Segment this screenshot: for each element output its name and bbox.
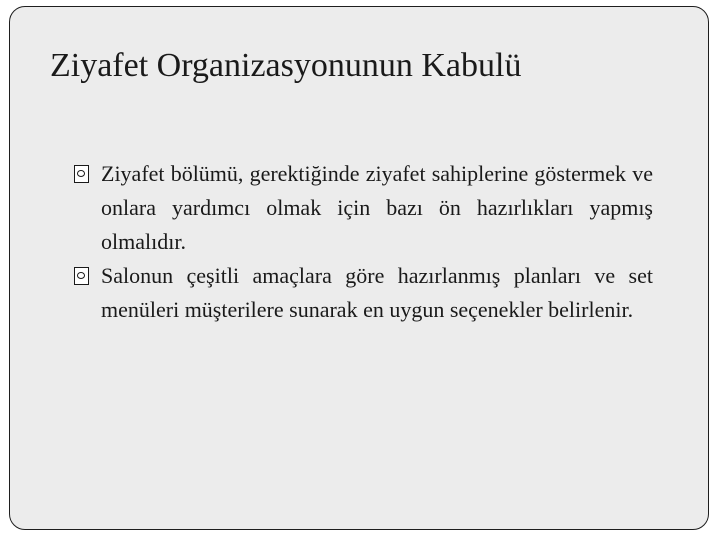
bullet-text: Salonun çeşitli amaçlara göre hazırlanmış planları ve set menüleri müşterilere sunarak en uygun seçenekler belirlenir. [101, 263, 653, 322]
slide [9, 6, 709, 530]
slide-title: Ziyafet Organizasyonunun Kabulü [50, 47, 522, 84]
bullet-item [83, 157, 653, 259]
missing-glyph-box-icon [74, 165, 89, 183]
bullet-text: Ziyafet bölümü, gerektiğinde ziyafet sahiplerine göstermek ve onlara yardımcı olmak için bazı ön hazırlıkları yapmış olmalıdır. [101, 161, 653, 254]
bullet-list [83, 157, 653, 327]
missing-glyph-box-icon [74, 267, 89, 285]
bullet-item [83, 259, 653, 327]
